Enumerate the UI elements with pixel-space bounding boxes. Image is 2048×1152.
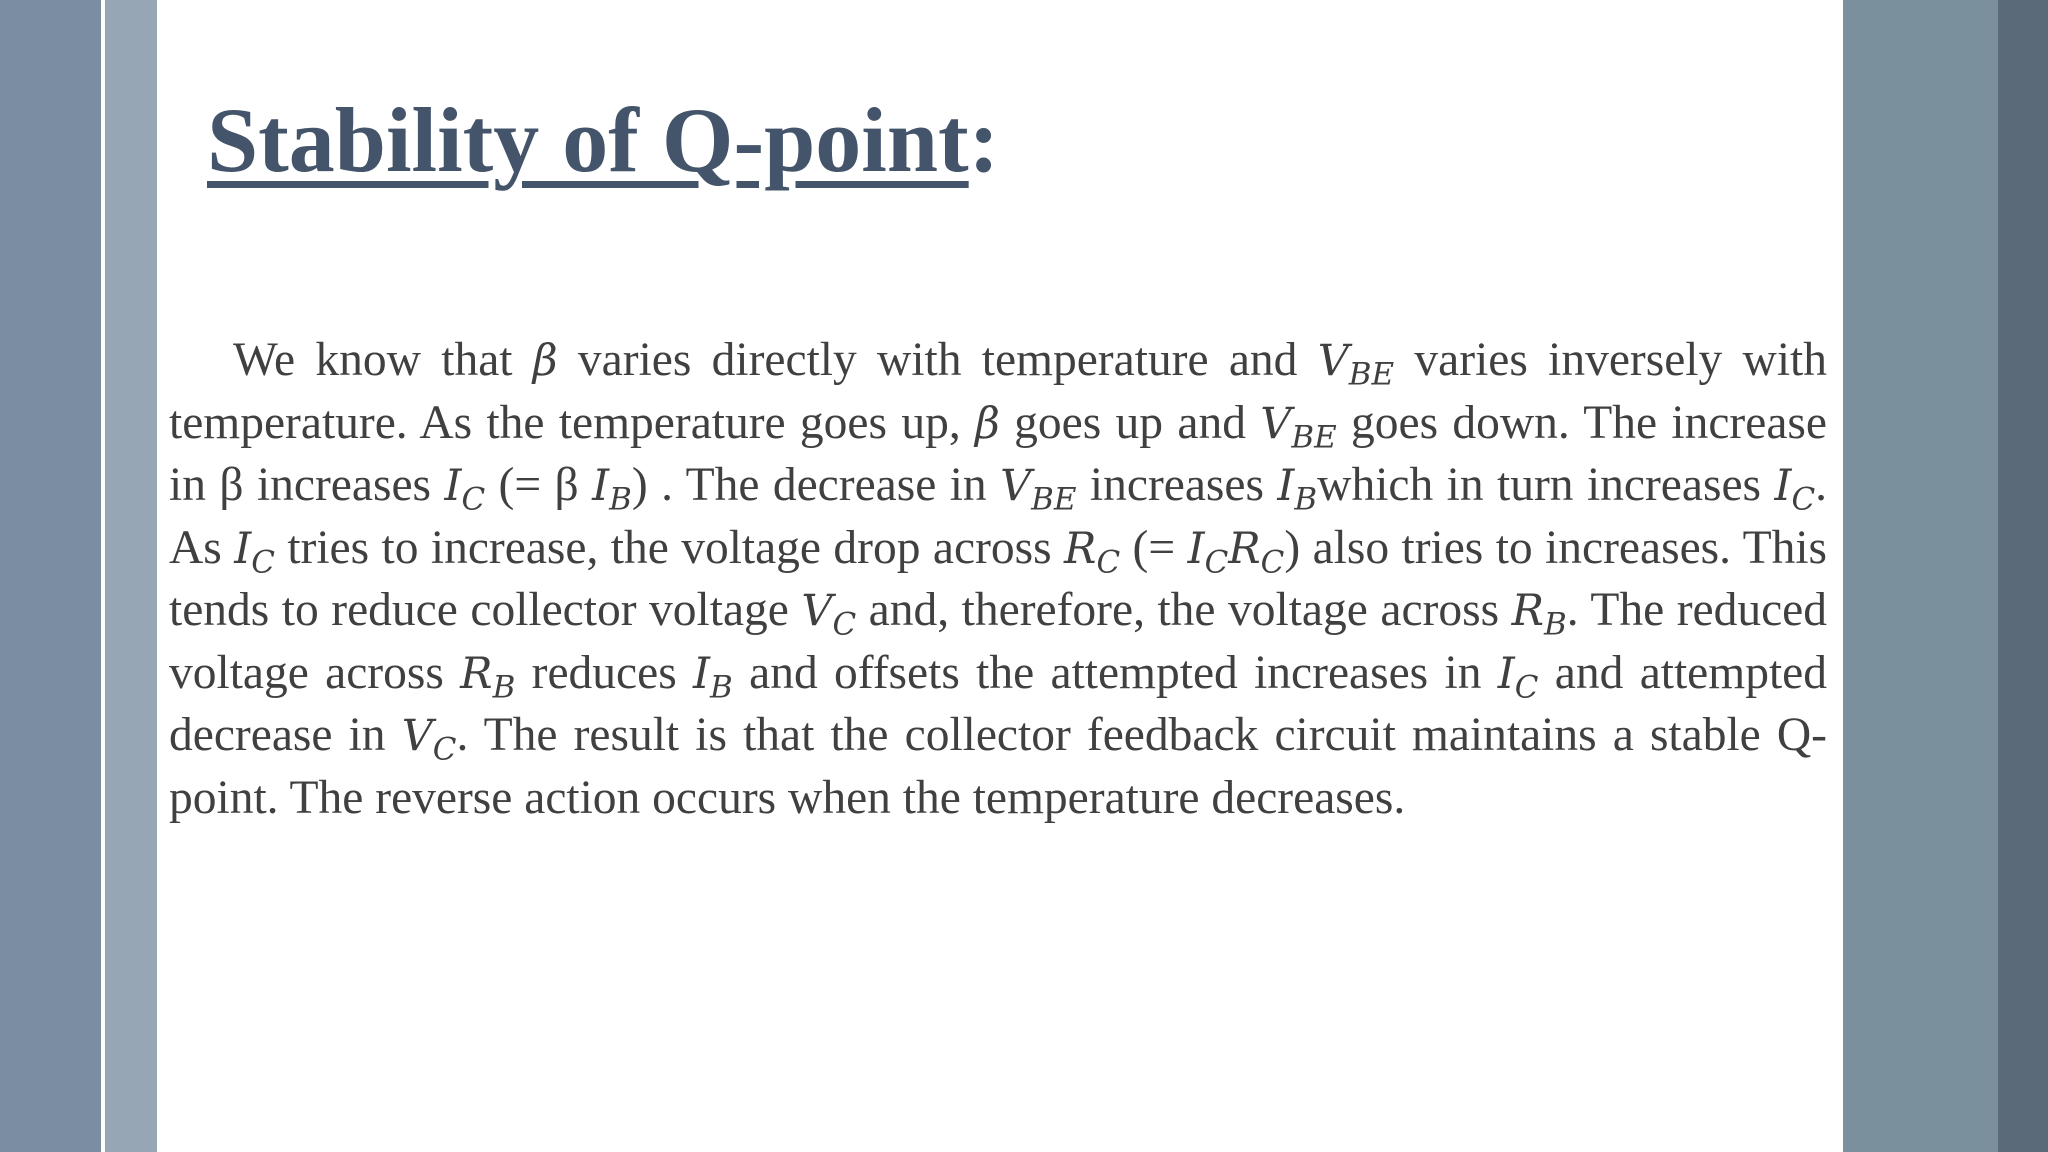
math-symbol-base: I <box>693 648 711 699</box>
math-subscript: C <box>461 481 486 518</box>
text-run: (= β <box>485 459 593 511</box>
left-border-band <box>0 0 101 1152</box>
math-symbol-base: R <box>1064 523 1097 574</box>
math-subscript: B <box>1544 606 1567 643</box>
math-symbol <box>693 648 733 705</box>
math-symbol-base: I <box>1277 461 1295 511</box>
math-subscript: B <box>609 481 632 518</box>
text-run: and, therefore, the voltage across <box>856 584 1512 636</box>
math-subscript: B <box>492 668 516 705</box>
text-run: goes down. The increase in β increases <box>169 396 1827 511</box>
math-subscript: C <box>1791 481 1816 518</box>
math-symbol-base: I <box>1774 461 1792 511</box>
math-symbol-base: V <box>1260 398 1292 449</box>
math-symbol-base: β <box>532 336 558 386</box>
text-run: . As <box>169 459 1827 574</box>
math-symbol-base: R <box>460 648 493 699</box>
math-subscript: C <box>1096 543 1121 580</box>
math-subscript: BE <box>1348 356 1395 393</box>
math-symbol-base: I <box>1187 523 1205 574</box>
math-subscript: C <box>1260 543 1285 580</box>
text-run: goes up and <box>999 396 1261 449</box>
math-symbol-base: V <box>1317 336 1349 386</box>
math-subscript: B <box>710 668 733 705</box>
text-run: increases <box>1076 459 1278 511</box>
math-symbol <box>401 711 457 768</box>
math-symbol <box>1317 336 1395 393</box>
left-inner-band <box>105 0 157 1152</box>
math-symbol-base: V <box>401 711 433 761</box>
body-paragraph <box>169 330 1827 829</box>
text-run: and offsets the attempted increases in <box>732 646 1498 699</box>
math-subscript: BE <box>1291 418 1337 455</box>
slide-title-text: Stability of Q-point <box>207 89 969 191</box>
math-subscript: C <box>251 543 275 580</box>
text-run: ) also tries to increases. This tends to reduce collector voltage <box>169 521 1828 636</box>
math-symbol <box>592 461 632 518</box>
slide-title-colon: : <box>968 89 1000 191</box>
math-symbol <box>1187 523 1229 580</box>
text-run: . The result is that the collector feedback circuit maintains a stable Q-point. The reverse action occurs when the temperature decreases. <box>169 709 1828 824</box>
math-symbol <box>444 461 486 518</box>
math-symbol <box>1774 461 1816 518</box>
math-subscript: BE <box>1031 481 1077 518</box>
text-run: varies directly with temperature and <box>557 334 1318 386</box>
text-run: which in turn increases <box>1317 459 1775 511</box>
math-symbol <box>1511 586 1567 643</box>
math-symbol <box>234 523 275 580</box>
math-subscript: C <box>1514 668 1539 705</box>
text-run: reduces <box>515 646 694 699</box>
math-symbol <box>1277 461 1318 518</box>
math-symbol <box>1000 461 1077 518</box>
right-inner-band <box>1843 0 1998 1152</box>
text-run: . The reduced voltage across <box>169 584 1828 699</box>
math-subscript: C <box>832 606 857 643</box>
text-run: (= <box>1120 521 1188 574</box>
math-symbol <box>1064 523 1121 580</box>
math-symbol <box>975 399 1000 449</box>
math-symbol-base: V <box>801 586 833 636</box>
math-symbol-base: I <box>444 461 462 511</box>
math-subscript: C <box>432 731 457 768</box>
math-symbol <box>460 648 516 705</box>
math-symbol <box>533 336 558 386</box>
math-symbol-base: I <box>1497 648 1515 699</box>
math-symbol-base: R <box>1511 586 1545 636</box>
slide-title <box>207 80 999 200</box>
math-symbol-base: V <box>1000 461 1032 511</box>
text-run: tries to increase, the voltage drop across <box>274 521 1065 574</box>
math-symbol-base: β <box>975 398 1000 449</box>
math-symbol <box>1497 648 1539 705</box>
right-border-band <box>1998 0 2048 1152</box>
math-subscript: C <box>1204 543 1229 580</box>
math-subscript: B <box>1294 481 1318 518</box>
math-symbol <box>801 586 857 643</box>
text-run: varies inversely with temperature. As the temperature goes up, <box>169 334 1827 449</box>
text-run: We know that <box>233 334 533 386</box>
math-symbol <box>1228 523 1285 580</box>
text-run: ) . The decrease in <box>631 459 1001 511</box>
math-symbol-base: I <box>592 461 610 511</box>
math-symbol-base: I <box>234 523 252 574</box>
text-run: and attempted decrease in <box>169 646 1827 761</box>
math-symbol-base: R <box>1228 523 1261 574</box>
math-symbol <box>1260 398 1337 455</box>
